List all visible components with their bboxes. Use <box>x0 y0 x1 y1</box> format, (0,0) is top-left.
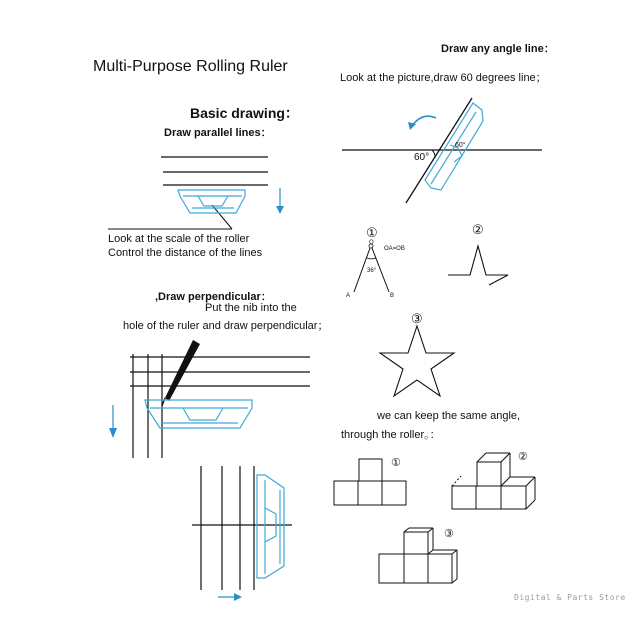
cube-1-marker: ① <box>391 457 401 469</box>
vertical-lines-diagram <box>192 466 292 590</box>
star-diagram <box>380 311 454 396</box>
cube-3-marker: ③ <box>444 528 454 540</box>
compass-o-label: O <box>369 240 374 246</box>
perpendicular-down-arrow-icon <box>109 405 117 438</box>
cube-shape-2 <box>452 451 535 509</box>
perpendicular-caption-line2: hole of the ruler and draw perpendicular； <box>123 320 329 332</box>
compass-b-label: B <box>390 293 395 299</box>
angle-section-heading: Draw any angle line： <box>441 43 555 55</box>
angle-label-60-small: 60° <box>455 142 466 149</box>
perpendicular-caption-line1: Put the nib into the <box>205 302 297 314</box>
angle-description: Look at the picture,draw 60 degrees line； <box>340 72 547 84</box>
page-title: Multi-Purpose Rolling Ruler <box>93 58 288 75</box>
roller-ruler-perpendicular <box>145 400 252 428</box>
cube-2-marker: ② <box>518 451 528 463</box>
roller-ruler-top <box>178 190 245 213</box>
down-arrow-icon <box>276 188 284 214</box>
scale-caption-line2: Control the distance of the lines <box>108 247 263 259</box>
angle-label-60: 60° <box>414 152 430 163</box>
cube-shape-1 <box>334 457 406 505</box>
parallel-lines-diagram <box>108 157 268 229</box>
same-angle-caption-line1: we can keep the same angle, <box>377 410 521 422</box>
compass-diagram <box>346 225 405 299</box>
roller-ruler-vertical <box>257 475 284 578</box>
pen-icon <box>162 340 200 406</box>
cube-shape-3 <box>379 528 457 583</box>
perpendicular-heading: ,Draw perpendicular： <box>155 291 272 303</box>
step-3-marker: ③ <box>411 311 423 326</box>
basic-drawing-heading: Basic drawing： <box>190 105 299 121</box>
store-watermark: Digital & Parts Store <box>514 593 626 602</box>
right-arrow-icon <box>218 593 242 601</box>
same-angle-caption-line2: through the roller。： <box>341 429 441 441</box>
partial-star-diagram <box>448 222 508 285</box>
step-1-marker: ① <box>366 225 378 240</box>
angle-diagram <box>342 98 542 203</box>
scale-caption-line1: Look at the scale of the roller <box>108 233 250 245</box>
step-2-marker: ② <box>472 222 484 237</box>
parallel-lines-heading: Draw parallel lines： <box>164 127 272 139</box>
compass-note: OA=OB <box>384 246 405 252</box>
perpendicular-grid <box>130 354 310 458</box>
compass-a-label: A <box>346 293 351 299</box>
compass-angle-label: 36° <box>367 268 377 274</box>
